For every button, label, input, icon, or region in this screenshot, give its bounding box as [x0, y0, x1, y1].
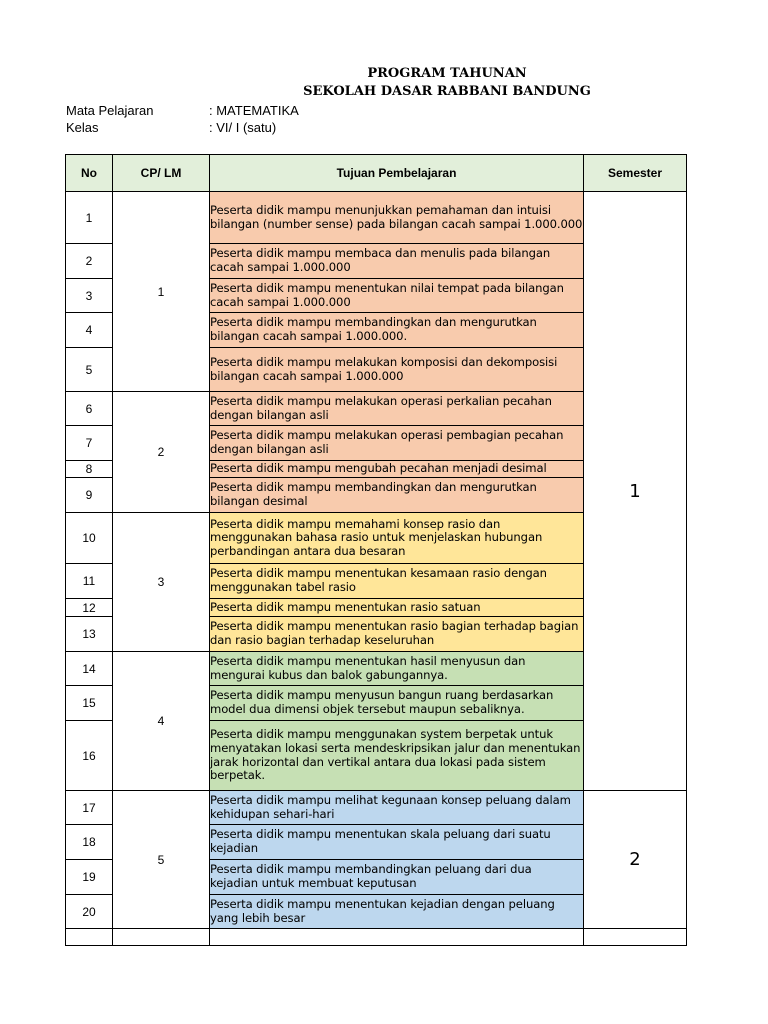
- learning-objective: Peserta didik mampu membandingkan dan mengurutkan bilangan desimal: [210, 478, 584, 513]
- row-number: 17: [66, 791, 113, 825]
- class-value: : VI/ I (satu): [209, 120, 277, 135]
- row-number: 19: [66, 860, 113, 895]
- cp-group-cell: 3: [113, 513, 210, 652]
- column-header-semester: Semester: [584, 155, 687, 192]
- school-name: SEKOLAH DASAR RABBANI BANDUNG: [303, 84, 591, 99]
- learning-objective: Peserta didik mampu memahami konsep rasio dan menggunakan bahasa rasio untuk menjelaskan hubungan perbandingan antara dua besaran: [210, 513, 584, 564]
- learning-objective: Peserta didik mampu menentukan kesamaan rasio dengan menggunakan tabel rasio: [210, 564, 584, 599]
- row-number: 4: [66, 313, 113, 348]
- cp-group-cell: 4: [113, 652, 210, 791]
- row-number: 20: [66, 895, 113, 929]
- learning-objective: Peserta didik mampu menentukan hasil menyusun dan mengurai kubus dan balok gabungannya.: [210, 652, 584, 686]
- learning-objective: Peserta didik mampu menentukan rasio bagian terhadap bagian dan rasio bagian terhadap keseluruhan: [210, 617, 584, 652]
- class-label: Kelas: [66, 120, 99, 135]
- annual-program-table: [65, 154, 687, 946]
- row-number: 12: [66, 599, 113, 617]
- column-header-no: No: [66, 155, 113, 192]
- subject-value: : MATEMATIKA: [209, 103, 299, 118]
- learning-objective: Peserta didik mampu melakukan operasi pembagian pecahan dengan bilangan asli: [210, 426, 584, 461]
- row-number: 16: [66, 721, 113, 791]
- semester-cell: 1: [584, 192, 687, 791]
- learning-objective: Peserta didik mampu membaca dan menulis pada bilangan cacah sampai 1.000.000: [210, 244, 584, 279]
- row-number: 18: [66, 825, 113, 860]
- document-title: PROGRAM TAHUNAN: [367, 66, 527, 81]
- empty-cell: [66, 929, 113, 946]
- row-number: 1: [66, 192, 113, 244]
- learning-objective: Peserta didik mampu menentukan rasio satuan: [210, 599, 584, 617]
- table-row: [66, 192, 687, 244]
- row-number: 5: [66, 348, 113, 392]
- row-number: 11: [66, 564, 113, 599]
- learning-objective: Peserta didik mampu menentukan skala peluang dari suatu kejadian: [210, 825, 584, 860]
- learning-objective: Peserta didik mampu mengubah pecahan menjadi desimal: [210, 461, 584, 478]
- learning-objective: Peserta didik mampu menggunakan system berpetak untuk menyatakan lokasi serta mendeskripsikan jalur dan menentukan jarak horizontal dan vertikal antara dua lokasi pada sistem berpetak.: [210, 721, 584, 791]
- row-number: 7: [66, 426, 113, 461]
- learning-objective: Peserta didik mampu menentukan nilai tempat pada bilangan cacah sampai 1.000.000: [210, 279, 584, 313]
- cp-group-cell: 1: [113, 192, 210, 392]
- cp-group-cell: 5: [113, 791, 210, 929]
- learning-objective: Peserta didik mampu menentukan kejadian dengan peluang yang lebih besar: [210, 895, 584, 929]
- learning-objective: Peserta didik mampu membandingkan dan mengurutkan bilangan cacah sampai 1.000.000.: [210, 313, 584, 348]
- empty-cell: [584, 929, 687, 946]
- table-row: [66, 791, 687, 825]
- row-number: 13: [66, 617, 113, 652]
- cp-group-cell: 2: [113, 392, 210, 513]
- empty-cell: [113, 929, 210, 946]
- table-header-row: [66, 155, 687, 192]
- semester-cell: 2: [584, 791, 687, 929]
- learning-objective: Peserta didik mampu membandingkan peluang dari dua kejadian untuk membuat keputusan: [210, 860, 584, 895]
- row-number: 14: [66, 652, 113, 686]
- column-header-cp: CP/ LM: [113, 155, 210, 192]
- row-number: 8: [66, 461, 113, 478]
- learning-objective: Peserta didik mampu melakukan operasi perkalian pecahan dengan bilangan asli: [210, 392, 584, 426]
- learning-objective: Peserta didik mampu melihat kegunaan konsep peluang dalam kehidupan sehari-hari: [210, 791, 584, 825]
- row-number: 15: [66, 686, 113, 721]
- learning-objective: Peserta didik mampu menunjukkan pemahaman dan intuisi bilangan (number sense) pada bilangan cacah sampai 1.000.000: [210, 192, 584, 244]
- row-number: 10: [66, 513, 113, 564]
- row-number: 3: [66, 279, 113, 313]
- row-number: 2: [66, 244, 113, 279]
- learning-objective: Peserta didik mampu menyusun bangun ruang berdasarkan model dua dimensi objek tersebut maupun sebaliknya.: [210, 686, 584, 721]
- subject-label: Mata Pelajaran: [66, 103, 154, 118]
- empty-table-row: [66, 929, 687, 946]
- column-header-tujuan: Tujuan Pembelajaran: [210, 155, 584, 192]
- empty-cell: [210, 929, 584, 946]
- row-number: 6: [66, 392, 113, 426]
- row-number: 9: [66, 478, 113, 513]
- learning-objective: Peserta didik mampu melakukan komposisi dan dekomposisi bilangan cacah sampai 1.000.000: [210, 348, 584, 392]
